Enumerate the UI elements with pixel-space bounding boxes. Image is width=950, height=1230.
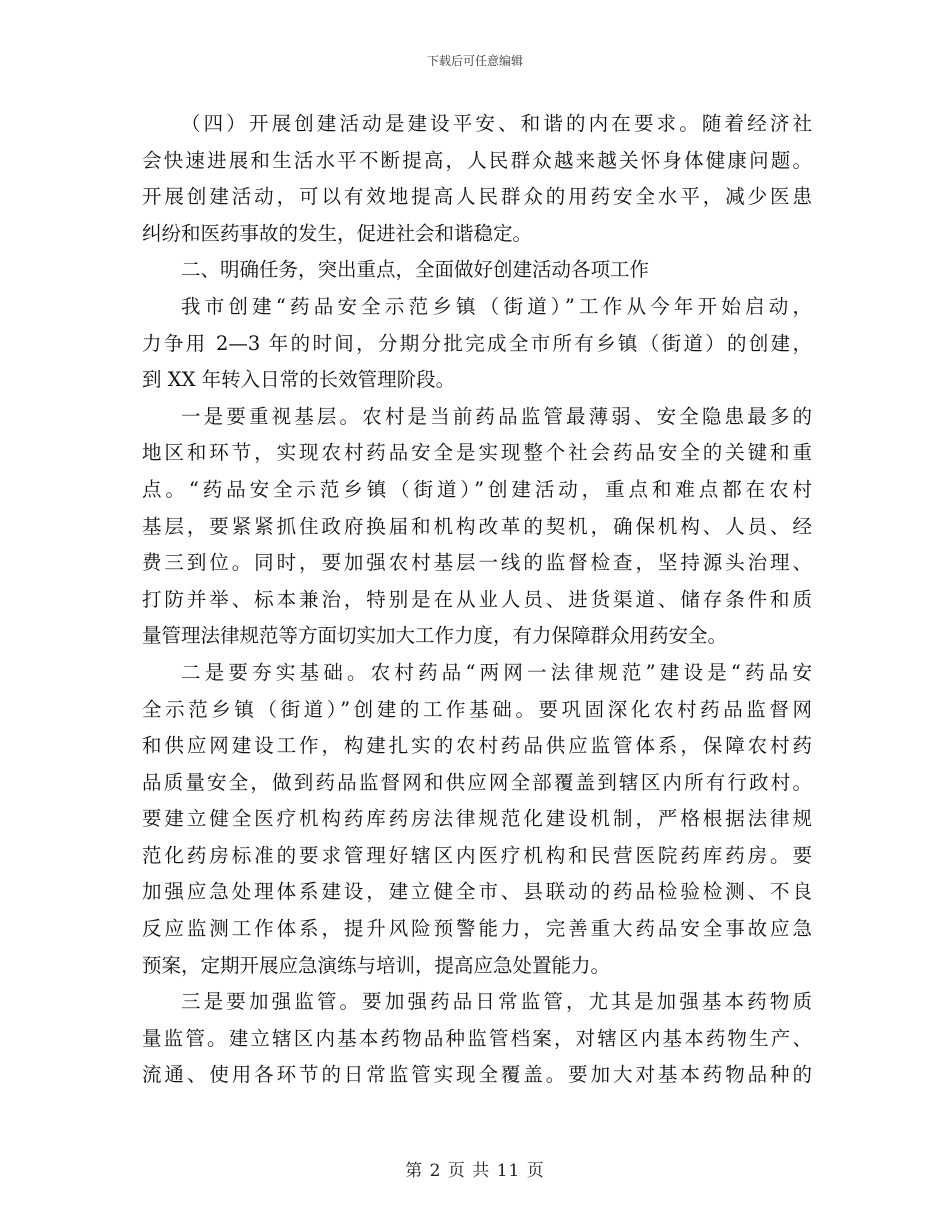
text-line: 全示范乡镇（街道）”创建的工作基础。要巩固深化农村药品监督网 — [142, 697, 812, 721]
text-line: 会快速进展和生活水平不断提高，人民群众越来越关怀身体健康问题。 — [142, 148, 812, 172]
text-line: 三是要加强监管。要加强药品日常监管，尤其是加强基本药物质 — [181, 990, 812, 1014]
page-number-footer: 第 2 页 共 11 页 — [405, 1161, 545, 1181]
text-line: （四）开展创建活动是建设平安、和谐的内在要求。随着经济社 — [181, 112, 812, 135]
text-line: 纠纷和医药事故的发生，促进社会和谐稳定。 — [142, 221, 533, 245]
text-line: 二、明确任务，突出重点，全面做好创建活动各项工作 — [181, 258, 650, 282]
text-line: 反应监测工作体系，提升风险预警能力，完善重大药品安全事故应急 — [142, 917, 812, 941]
text-line: 开展创建活动，可以有效地提高人民群众的用药安全水平，减少医患 — [142, 185, 812, 209]
text-line: 打防并举、标本兼治，特别是在从业人员、进货渠道、储存条件和质 — [142, 587, 812, 611]
text-line: 二是要夯实基础。农村药品“两网一法律规范”建设是“药品安 — [181, 660, 812, 684]
text-line: 范化药房标准的要求管理好辖区内医疗机构和民营医院药库药房。要 — [142, 843, 812, 867]
text-line: 到 XX 年转入日常的长效管理阶段。 — [142, 368, 456, 392]
text-line: 地区和环节，实现农村药品安全是实现整个社会药品安全的关键和重 — [142, 441, 812, 465]
text-line: 费三到位。同时，要加强农村基层一线的监督检查，坚持源头治理、 — [142, 551, 812, 575]
text-line: 点。“药品安全示范乡镇（街道）”创建活动，重点和难点都在农村 — [142, 477, 812, 501]
text-line: 量管理法律规范等方面切实加大工作力度，有力保障群众用药安全。 — [142, 624, 728, 648]
text-line: 品质量安全，做到药品监督网和供应网全部覆盖到辖区内所有行政村。 — [142, 770, 812, 794]
text-line: 和供应网建设工作，构建扎实的农村药品供应监管体系，保障农村药 — [142, 734, 812, 758]
text-line: 要建立健全医疗机构药库药房法律规范化建设机制，严格根据法律规 — [142, 807, 812, 831]
text-line: 加强应急处理体系建设，建立健全市、县联动的药品检验检测、不良 — [142, 880, 812, 904]
text-line: 流通、使用各环节的日常监管实现全覆盖。要加大对基本药物品种的 — [142, 1063, 812, 1087]
text-line: 力争用 2—3 年的时间，分期分批完成全市所有乡镇（街道）的创建， — [142, 331, 812, 355]
page-header: 下载后可任意编辑 — [426, 54, 523, 68]
text-line: 我市创建“药品安全示范乡镇（街道）”工作从今年开始启动， — [181, 294, 812, 318]
text-line: 基层，要紧紧抓住政府换届和机构改革的契机，确保机构、人员、经 — [142, 514, 812, 538]
text-line: 一是要重视基层。农村是当前药品监管最薄弱、安全隐患最多的 — [181, 404, 812, 428]
document-body — [142, 106, 812, 1094]
text-line: 预案，定期开展应急演练与培训，提高应急处置能力。 — [142, 953, 611, 977]
text-line: 量监管。建立辖区内基本药物品种监管档案，对辖区内基本药物生产、 — [142, 1026, 812, 1050]
